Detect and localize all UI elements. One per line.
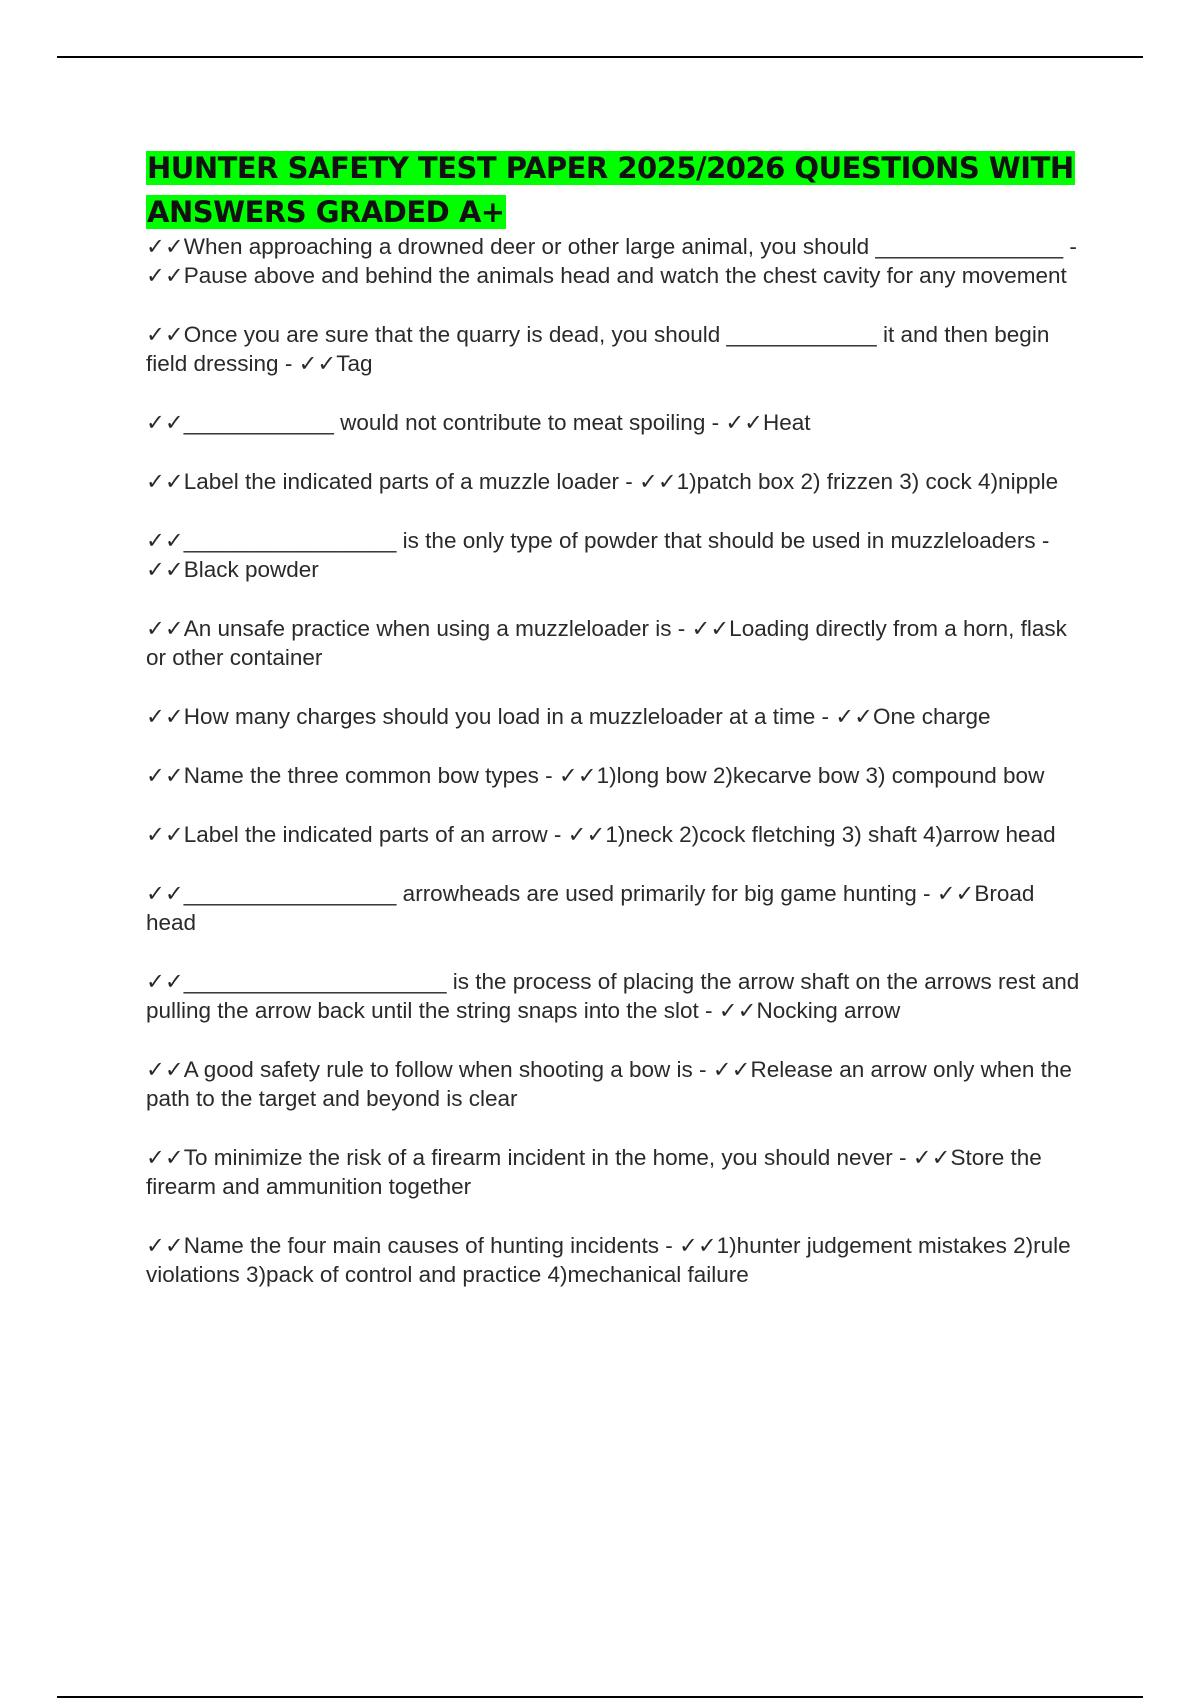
footer-rule xyxy=(57,1696,1143,1698)
document-body xyxy=(146,146,1086,1319)
qa-item: ✓✓Once you are sure that the quarry is dead, you should ____________ it and then begin field dressing - ✓✓Tag xyxy=(146,322,1050,376)
qa-item: ✓✓When approaching a drowned deer or other large animal, you should _______________ - ✓✓Pause above and behind the animals head and watch the chest cavity for any movement xyxy=(146,234,1077,288)
document-title xyxy=(146,146,1086,234)
qa-item: ✓✓How many charges should you load in a muzzleloader at a time - ✓✓One charge xyxy=(146,704,991,729)
qa-item: ✓✓_________________ is the only type of powder that should be used in muzzleloaders - ✓✓Black powder xyxy=(146,528,1050,582)
title-highlight: HUNTER SAFETY TEST PAPER 2025/2026 QUESTIONS WITH ANSWERS GRADED A+ xyxy=(147,151,1074,229)
qa-item: ✓✓____________ would not contribute to meat spoiling - ✓✓Heat xyxy=(146,410,811,435)
qa-list xyxy=(146,232,1086,1289)
qa-item: ✓✓An unsafe practice when using a muzzleloader is - ✓✓Loading directly from a horn, flask or other container xyxy=(146,616,1067,670)
qa-item: ✓✓To minimize the risk of a firearm incident in the home, you should never - ✓✓Store the firearm and ammunition together xyxy=(146,1145,1042,1199)
qa-item: ✓✓Label the indicated parts of a muzzle loader - ✓✓1)patch box 2) frizzen 3) cock 4)nipple xyxy=(146,469,1059,494)
qa-item: ✓✓A good safety rule to follow when shooting a bow is - ✓✓Release an arrow only when the path to the target and beyond is clear xyxy=(146,1057,1072,1111)
qa-item: ✓✓Label the indicated parts of an arrow - ✓✓1)neck 2)cock fletching 3) shaft 4)arrow head xyxy=(146,822,1056,847)
qa-item: ✓✓Name the three common bow types - ✓✓1)long bow 2)kecarve bow 3) compound bow xyxy=(146,763,1045,788)
qa-item: ✓✓_____________________ is the process of placing the arrow shaft on the arrows rest and pulling the arrow back until the string snaps into the slot - ✓✓Nocking arrow xyxy=(146,969,1080,1023)
qa-item: ✓✓Name the four main causes of hunting incidents - ✓✓1)hunter judgement mistakes 2)rule violations 3)pack of control and practice 4)mechanical failure xyxy=(146,1233,1071,1287)
header-rule xyxy=(57,56,1143,58)
qa-item: ✓✓_________________ arrowheads are used primarily for big game hunting - ✓✓Broad head xyxy=(146,881,1035,935)
